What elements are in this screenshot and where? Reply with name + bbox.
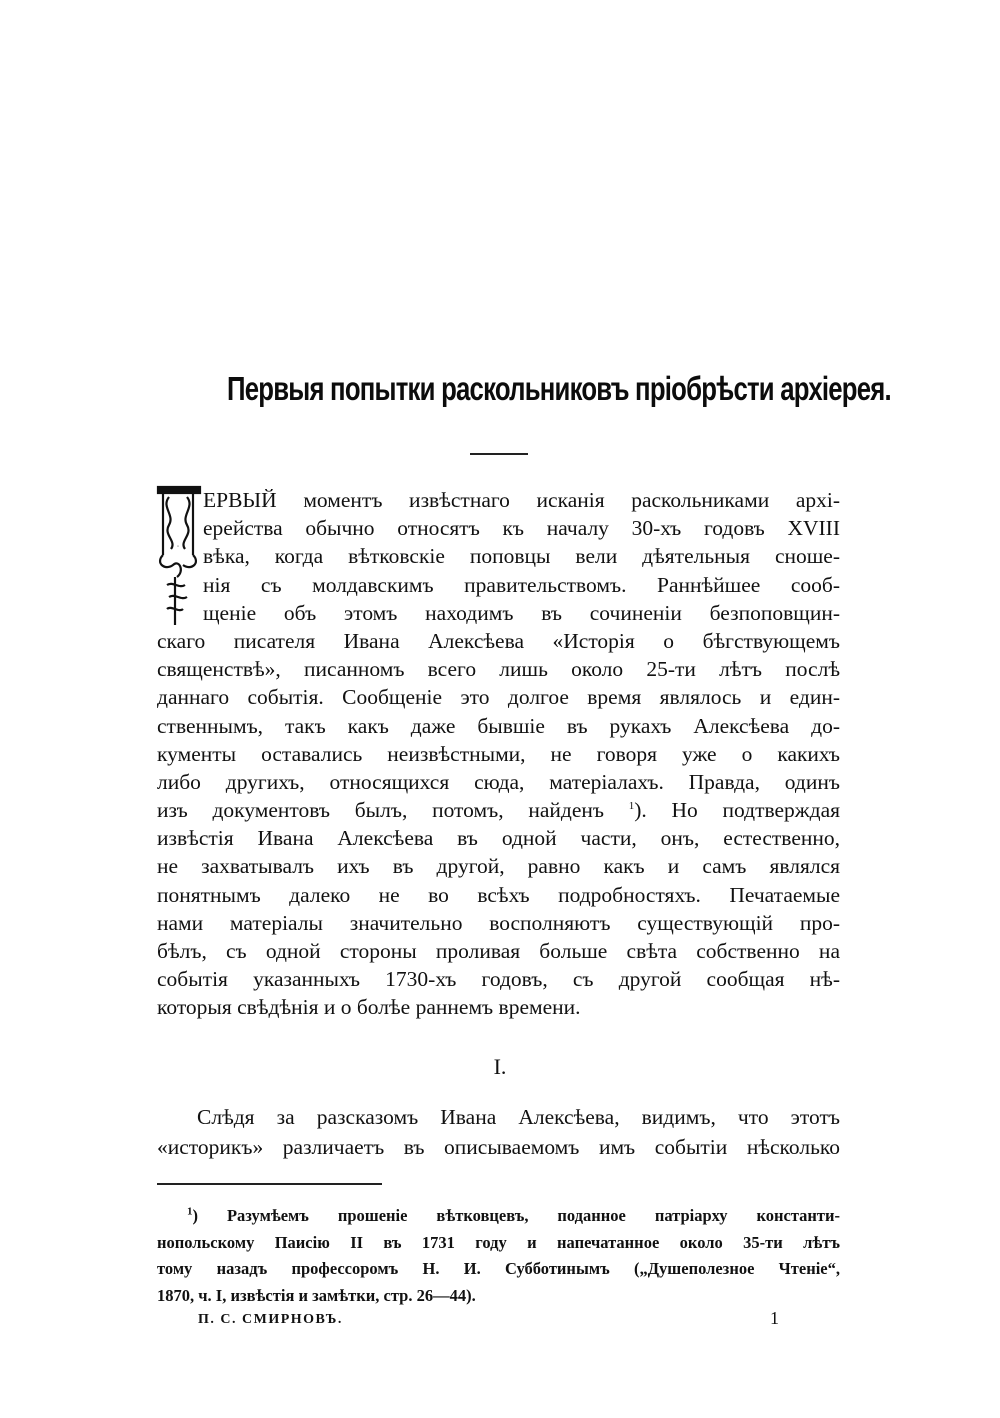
paragraph-line-with-note bbox=[157, 796, 840, 824]
footnote-line: тому назадъ профессоромъ Н. И. Субботинымъ („Душеполезное Чтеніе“, bbox=[157, 1259, 840, 1278]
footnote-mark: 1 bbox=[187, 1205, 193, 1218]
intro-paragraph bbox=[157, 486, 840, 1022]
paragraph-line: кументы оставались неизвѣстными, не говоря уже о какихъ bbox=[157, 741, 840, 766]
paragraph-line: ственнымъ, такъ какъ даже бывшіе въ рукахъ Алексѣева до- bbox=[157, 713, 840, 738]
paragraph-line: священствѣ», писанномъ всего лишь около 25-ти лѣтъ послѣ bbox=[157, 657, 840, 682]
paragraph-line: щеніе объ этомъ находимъ въ сочиненіи безпоповщин- bbox=[203, 600, 840, 625]
footnote-divider bbox=[157, 1183, 382, 1185]
paragraph-line: извѣстія Ивана Алексѣева въ одной части, онъ, естественно, bbox=[157, 826, 840, 851]
paragraph-line: нами матеріалы значительно восполняютъ существующій про- bbox=[157, 910, 840, 935]
page-number: 1 bbox=[770, 1308, 779, 1328]
footnote-line: 1870, ч. I, извѣстія и замѣтки, стр. 26—44). bbox=[157, 1285, 476, 1305]
dropcap-letter: П bbox=[177, 546, 179, 548]
article-title: Первыя попытки раскольниковъ пріобрѣсти архіерея. bbox=[227, 370, 891, 407]
footnote-line-text: ) Разумѣемъ прошеніе вѣтковцевъ, поданное патріарху константи- bbox=[192, 1206, 840, 1225]
footnote-reference[interactable]: 1 bbox=[628, 799, 635, 812]
paragraph-line: событія указанныхъ 1730-хъ годовъ, съ другой сообщая нѣ- bbox=[157, 967, 840, 992]
title-divider bbox=[470, 453, 528, 455]
paragraph-line: ЕРВЫЙ моментъ извѣстнаго исканія раскольниками архі- bbox=[203, 488, 840, 512]
paragraph-line: понятнымъ далеко не во всѣхъ подробностяхъ. Печатаемые bbox=[157, 882, 840, 907]
paragraph-line: которыя свѣдѣнія и о болѣе раннемъ времени. bbox=[157, 995, 581, 1020]
paragraph-line: не захватывалъ ихъ въ другой, равно какъ и самъ являлся bbox=[157, 854, 840, 879]
paragraph-line: скаго писателя Ивана Алексѣева «Исторія о бѣгствующемъ bbox=[157, 628, 840, 653]
footnote-line bbox=[157, 1203, 840, 1230]
paragraph-line: либо другихъ, относящихся сюда, матеріалахъ. Правда, одинъ bbox=[157, 769, 840, 794]
paragraph-line-start: изъ документовъ былъ, потомъ, найденъ bbox=[157, 798, 604, 823]
paragraph-line: вѣка, когда вѣтковскіе поповцы вели дѣятельныя сноше- bbox=[203, 544, 840, 569]
printer-signature: П. С. СМИРНОВЪ. bbox=[198, 1312, 343, 1327]
paragraph-line: «историкъ» различаетъ въ описываемомъ имъ событіи нѣсколько bbox=[157, 1135, 840, 1159]
footnote bbox=[157, 1203, 840, 1309]
paragraph-line-end: ). Но подтверждая bbox=[634, 798, 841, 823]
section-number: I. bbox=[493, 1054, 507, 1079]
section-paragraph bbox=[157, 1102, 840, 1162]
paragraph-line: Слѣдя за разсказомъ Ивана Алексѣева, видимъ, что этотъ bbox=[197, 1105, 840, 1129]
paragraph-line: нія съ молдавскимъ правительствомъ. Раннѣйшее сооб- bbox=[203, 572, 840, 597]
paragraph-line: даннаго событія. Сообщеніе это долгое время являлось и един- bbox=[157, 685, 840, 710]
paragraph-line: бѣлъ, съ одной стороны проливая больше свѣта собственно на bbox=[157, 939, 840, 963]
paragraph-line: ерейства обычно относятъ къ началу 30-хъ годовъ XVIII bbox=[203, 516, 840, 541]
footnote-line: нопольскому Паисію II въ 1731 году и напечатанное около 35-ти лѣтъ bbox=[157, 1232, 840, 1252]
